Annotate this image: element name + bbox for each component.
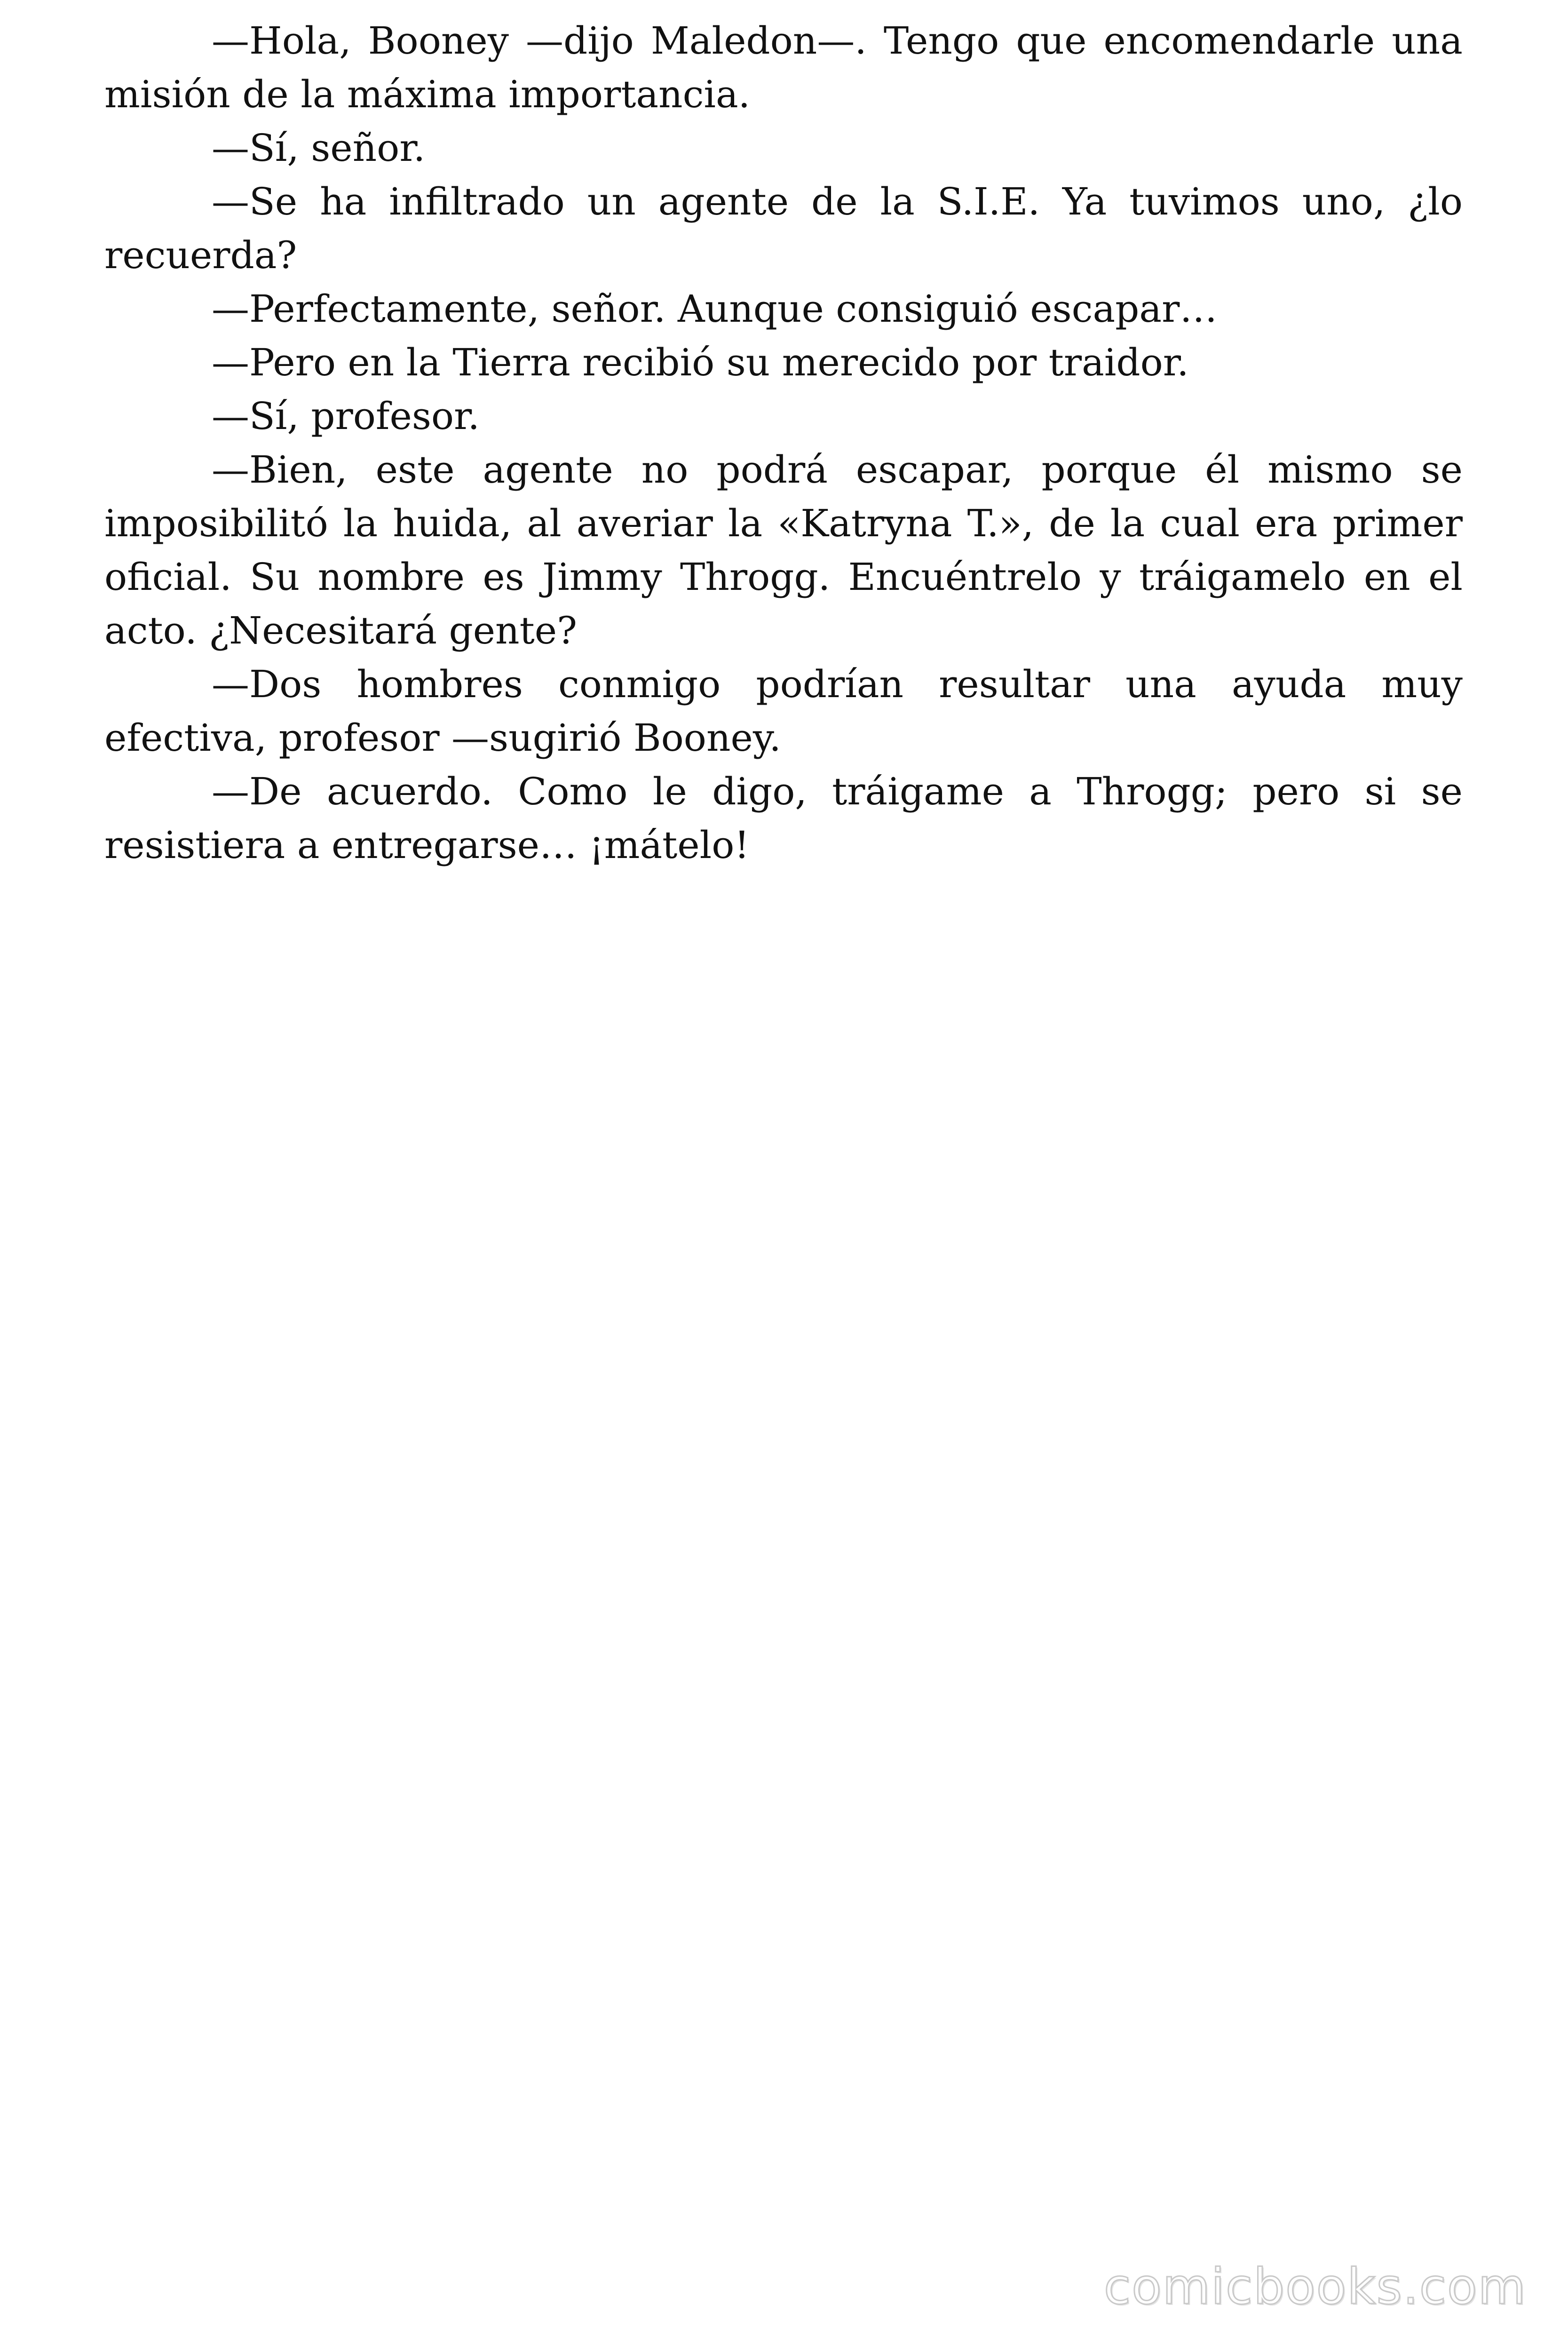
watermark: comicbooks.com <box>1103 2258 1527 2315</box>
paragraph: —Perfectamente, señor. Aunque consiguió escapar… <box>212 287 1218 331</box>
paragraph: —Hola, Booney —dijo Maledon—. Tengo que encomendarle una misión de la máxima importancia. <box>104 19 1463 116</box>
paragraph: —Bien, este agente no podrá escapar, porque él mismo se imposibilitó la huida, al averiar la «Katryna T.», de la cual era primer oficial. Su nombre es Jimmy Throgg. Encuéntrelo y tráigamelo en el acto. ¿Necesitará gente? <box>104 448 1463 652</box>
paragraph: —Sí, señor. <box>212 126 426 170</box>
page-body-text <box>104 14 1463 872</box>
paragraph: —Dos hombres conmigo podrían resultar una ayuda muy efectiva, profesor —sugirió Booney. <box>104 662 1463 760</box>
paragraph: —De acuerdo. Como le digo, tráigame a Throgg; pero si se resistiera a entregarse… ¡mátelo! <box>104 770 1463 867</box>
paragraph: —Pero en la Tierra recibió su merecido por traidor. <box>212 341 1189 384</box>
paragraph: —Se ha infiltrado un agente de la S.I.E. Ya tuvimos uno, ¿lo recuerda? <box>104 180 1463 277</box>
paragraph: —Sí, profesor. <box>212 394 480 438</box>
